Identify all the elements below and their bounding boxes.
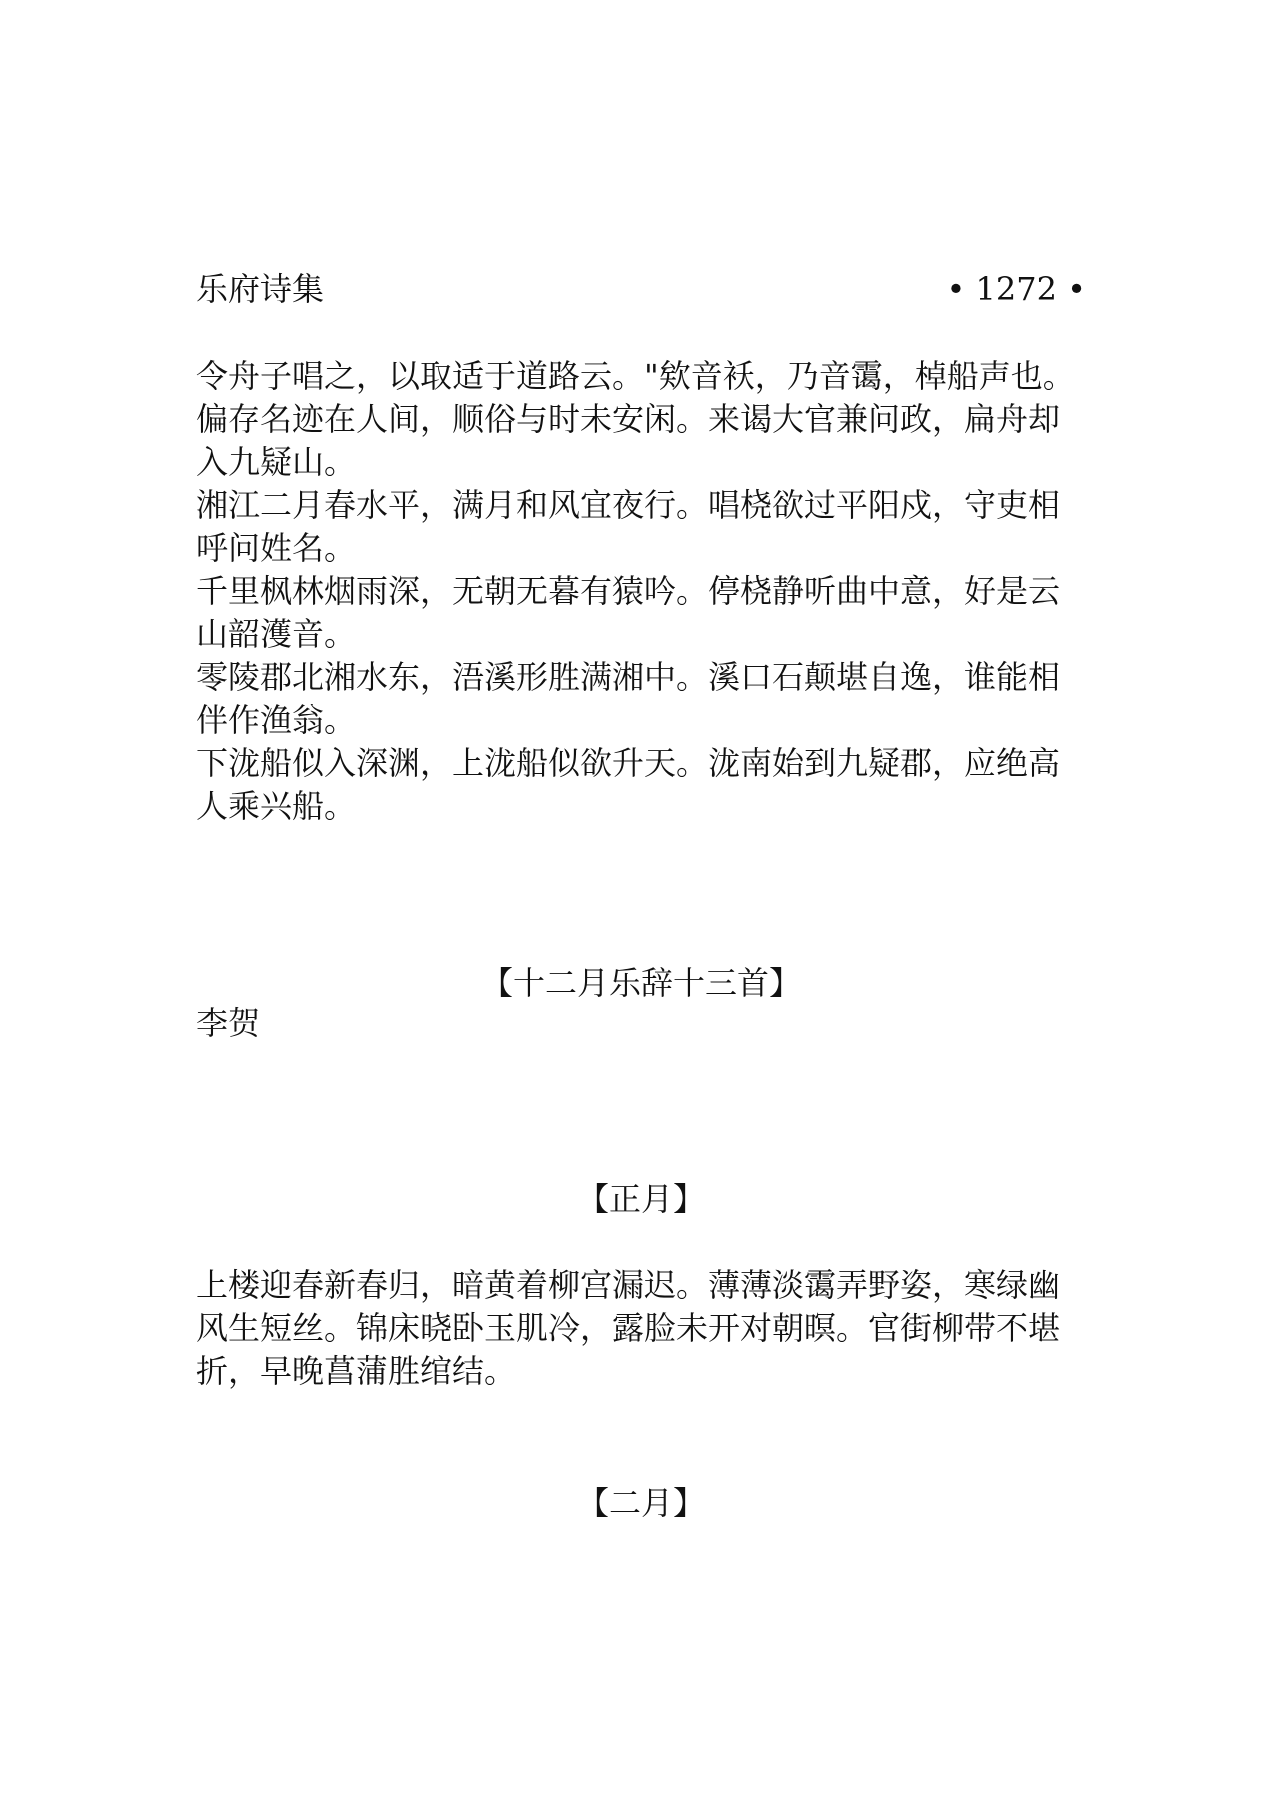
- paragraph: 偏存名迹在人间，顺俗与时未安闲。来谒大官兼问政，扁舟却入九疑山。: [196, 400, 1061, 481]
- page-header: [196, 266, 1086, 312]
- month1-title: 【正月】: [576, 1180, 705, 1218]
- paragraph: 湘江二月春水平，满月和风宜夜行。唱桡欲过平阳戍，守吏相呼问姓名。: [196, 486, 1061, 567]
- author-name: 李贺: [196, 1004, 261, 1042]
- paragraph: 千里枫林烟雨深，无朝无暮有猿吟。停桡静听曲中意，好是云山韶濩音。: [196, 572, 1061, 653]
- document-page: [196, 0, 1086, 1795]
- paragraph: 零陵郡北湘水东，浯溪形胜满湘中。溪口石颠堪自逸，谁能相伴作渔翁。: [196, 658, 1061, 739]
- preceding-poems: [196, 355, 1086, 828]
- section-title: 【十二月乐辞十三首】: [480, 964, 801, 1002]
- month2-title: 【二月】: [576, 1484, 705, 1522]
- paragraph: 令舟子唱之，以取适于道路云。"欸音袄，乃音霭，棹船声也。: [196, 357, 1075, 395]
- book-title: 乐府诗集: [196, 270, 325, 308]
- page-number: • 1272 •: [946, 270, 1086, 308]
- paragraph: 下泷船似入深渊，上泷船似欲升天。泷南始到九疑郡，应绝高人乘兴船。: [196, 744, 1061, 825]
- month1-poem: 上楼迎春新春归，暗黄着柳宫漏迟。薄薄淡霭弄野姿，寒绿幽风生短丝。锦床晓卧玉肌冷，露脸未开对朝暝。官街柳带不堪折，早晚菖蒲胜绾结。: [196, 1266, 1061, 1390]
